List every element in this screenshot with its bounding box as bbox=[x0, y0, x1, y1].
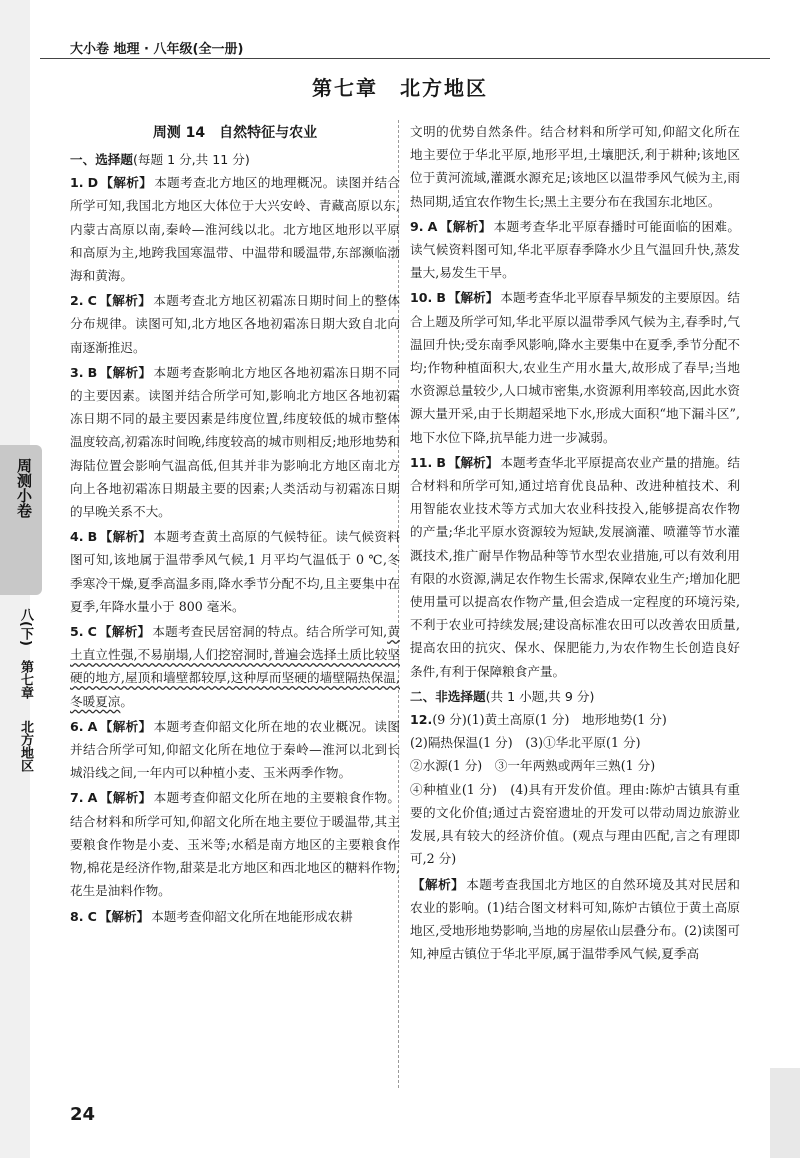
answer-item: 6. A 【解析】 本题考查仰韶文化所在地的农业概况。读图并结合所学可知,仰韶文化所在地位于秦岭—淮河以北到长城沿线之间,一年内可以种植小麦、玉米两季作物。 bbox=[70, 718, 401, 781]
answer-item: 1. D 【解析】 本题考查北方地区的地理概况。读图并结合所学可知,我国北方地区大体位于大兴安岭、青藏高原以东,内蒙古高原以南,秦岭—淮河线以北。北方地区地形以平原和高原为主,地跨我国寒温带、中温带和暖温带,东部濒临渤海和黄海。 bbox=[70, 175, 401, 284]
right-column bbox=[410, 120, 740, 967]
answer-item: 7. A 【解析】 本题考查仰韶文化所在地的主要粮食作物。结合材料和所学可知,仰韶文化所在地主要位于暖温带,其主要粮食作物是小麦、玉米等;水稻是南方地区的主要粮食作物,棉花是经济作物,甜菜是北方地区和西北地区的糖料作物,花生是油料作物。 bbox=[70, 790, 401, 899]
section-title-choice: 一、选择题(每题 1 分,共 11 分) bbox=[70, 152, 250, 167]
side-tab-label: 周测小卷 bbox=[15, 458, 33, 518]
left-column bbox=[70, 120, 400, 930]
answer-12-analysis: 【解析】 本题考查我国北方地区的自然环境及其对民居和农业的影响。(1)结合图文材料可知,陈炉古镇位于黄土高原地区,受地形地势影响,当地的房屋依山层叠分布。(2)读图可知,神垕古镇位于华北平原,属于温带季风气候,夏季高 bbox=[410, 876, 740, 962]
answer-item: 4. B 【解析】 本题考查黄土高原的气候特征。读气候资料图可知,该地属于温带季风气候,1 月平均气温低于 0 ℃,冬季寒冷干燥,夏季高温多雨,降水季节分配不均,且主要集中在夏季,年降水量小于 800 毫米。 bbox=[70, 529, 401, 614]
answer-item-12: 12.(9 分)(1)黄土高原(1 分) 地形地势(1 分) (2)隔热保温(1 分) (3)①华北平原(1 分) ②水源(1 分) ③一年两熟或两年三熟(1 分) ④种植业(1 分) (4)具有开发价值。理由:陈炉古镇具有重要的文化价值;通过古瓷窑遗址的开发可以带动周边旅游业发展,具有较大的经济价值。(观点与理由匹配,言之有理即可,2 分) bbox=[410, 712, 740, 867]
side-chapter: 第七章 bbox=[18, 660, 33, 699]
page-corner bbox=[770, 1068, 800, 1158]
book-title: 大小卷 地理 · 八年级(全一册) bbox=[70, 42, 244, 57]
page-number: 24 bbox=[70, 1104, 96, 1125]
header-rule bbox=[40, 58, 770, 59]
side-grade: 八(下) bbox=[18, 608, 33, 646]
chapter-title: 第七章 北方地区 bbox=[312, 76, 488, 100]
quiz-title: 周测 14 自然特征与农业 bbox=[152, 125, 318, 141]
side-region: 北方地区 bbox=[18, 720, 33, 772]
answer-8-text: 本题考查仰韶文化所在地能形成农耕 bbox=[151, 908, 353, 924]
answer-item: 9. A 【解析】 本题考查华北平原春播时可能面临的困难。读气候资料图可知,华北平原春季降水少且气温回升快,蒸发量大,易发生干旱。 bbox=[410, 218, 741, 281]
answer-item: 3. B 【解析】 本题考查影响北方地区各地初霜冻日期不同的主要因素。读图并结合所学可知,影响北方地区各地初霜冻日期不同的最主要因素是纬度位置,纬度较低的城市整体温度较高,初霜冻时间晚,纬度较高的城市则相反;地形地势和海陆位置会影响气温高低,但其并非为影响北方地区南北方向上各地初霜冻日期最主要的因素;人类活动与初霜冻日期的早晚关系不大。 bbox=[70, 364, 401, 520]
answer-item: 8. C 【解析】 本题考查仰韶文化所在地能形成农耕 bbox=[70, 908, 353, 924]
section-title-nonchoice: 二、非选择题(共 1 小题,共 9 分) bbox=[410, 688, 595, 704]
answer-item: 2. C 【解析】 本题考查北方地区初霜冻日期时间上的整体分布规律。读图可知,北方地区各地初霜冻日期大致自北向南逐渐推迟。 bbox=[70, 293, 401, 355]
answer-item: 10. B 【解析】 本题考查华北平原春旱频发的主要原因。结合上题及所学可知,华北平原以温带季风气候为主,春季时,气温回升快;受东南季风影响,降水主要集中在夏季,季节分配不均;作物种植面积大,农业生产用水量大,故形成了春旱;当地水资源总量较少,人口城市密集,水资源利用率较高,因此水资源大量开采,由于长期超采地下水,形成大面积“地下漏斗区”,地下水位下降,抗旱能力进一步减弱。 bbox=[410, 290, 741, 445]
wavy-underlined-text: 黄土直立性强,不易崩塌,人们挖窑洞时,普遍会选择土质比较坚硬的地方,屋顶和墙壁都较厚,这种厚而坚硬的墙壁隔热保温,冬暖夏凉 bbox=[70, 624, 400, 709]
answer-item: 11. B 【解析】 本题考查华北平原提高农业产量的措施。结合材料和所学可知,通过培育优良品种、改进种植技术、利用智能农业技术等方式加大农业科技投入,能够提高农作物的产量;华北平原水资源较为短缺,发展滴灌、喷灌等节水灌溉技术,推广耐旱作物品种等节水型农业措施,可以有效利用有限的水资源,满足农作物生长需求,保障农业生产;增加化肥使用量可以提高农作物产量,但会造成一定程度的环境污染,不利于农业可持续发展;建设高标准农田可以改善农田质量,提高农田的抗灾、保水、保肥能力,为农作物生长创造良好条件,有利于保障粮食产量。 bbox=[410, 454, 741, 679]
answer-8-continued: 文明的优势自然条件。结合材料和所学可知,仰韶文化所在地主要位于华北平原,地形平坦,土壤肥沃,利于耕种;该地区位于黄河流域,灌溉水源充足;该地区以温带季风气候为主,雨热同期,适宜农作物生长;黑土主要分布在我国东北地区。 bbox=[410, 124, 740, 209]
answer-item: 5. C 【解析】 本题考查民居窑洞的特点。结合所学可知,黄土直立性强,不易崩塌,人们挖窑洞时,普遍会选择土质比较坚硬的地方,屋顶和墙壁都较厚,这种厚而坚硬的墙壁隔热保温,冬暖夏凉。 bbox=[70, 624, 400, 709]
